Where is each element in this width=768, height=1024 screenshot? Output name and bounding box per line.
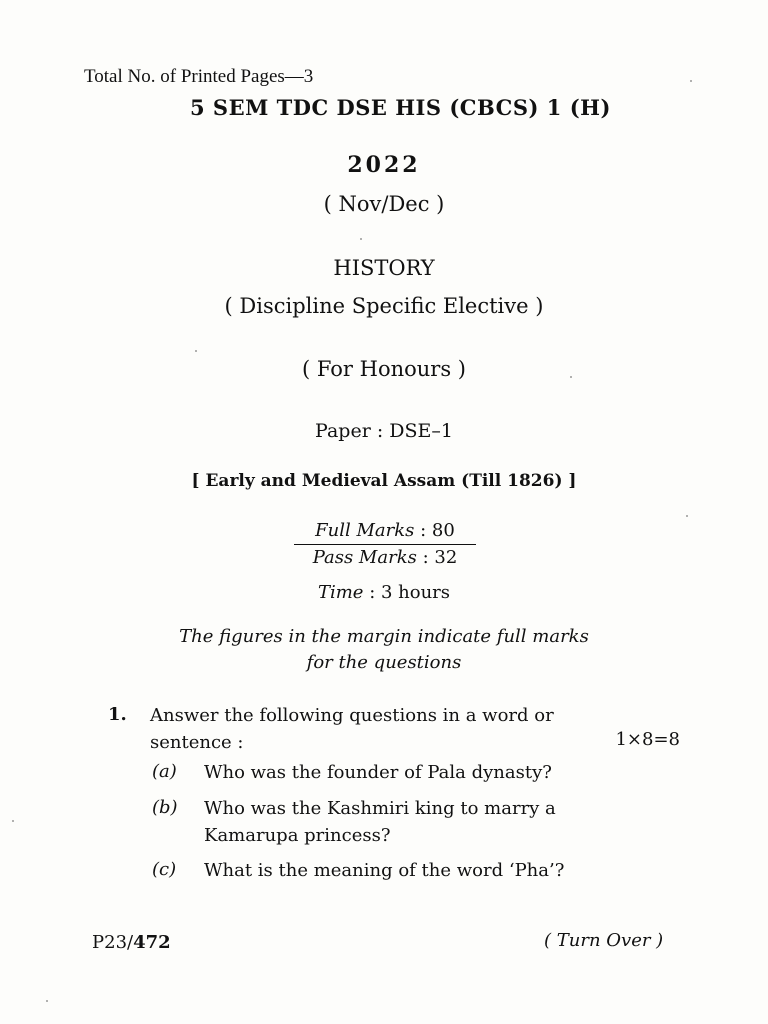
paper-title: [ Early and Medieval Assam (Till 1826) ] [191,471,577,491]
total-pages: Total No. of Printed Pages—3 [84,66,314,87]
sub-question-a-text [204,759,684,786]
full-marks-value: : 80 [420,520,455,541]
instruction-line-2: for the questions [306,652,462,673]
pass-marks-label: Pass Marks [312,547,417,568]
scan-speck [12,820,14,822]
exam-session: ( Nov/Dec ) [323,192,445,216]
scan-speck [690,80,692,82]
instruction [0,624,768,676]
instruction-line-1: The figures in the margin indicate full marks [179,626,589,647]
sub-question-a-line-1: Who was the founder of Pala dynasty? [204,762,552,783]
time-label: Time [317,582,364,603]
discipline-note: ( Discipline Specific Elective ) [224,294,544,318]
time-value: : 3 hours [369,582,451,603]
question-1-marks: 1×8=8 [615,729,680,750]
question-1-line-1: Answer the following questions in a word or [150,705,554,726]
time-allowed [0,582,768,603]
footer-paper-code [92,932,171,953]
sub-question-a-label: (a) [152,761,177,782]
pass-marks [290,545,480,571]
question-1-number: 1. [108,704,127,725]
question-1-text [150,702,690,756]
scan-speck [360,238,362,240]
turn-over-note: ( Turn Over ) [544,930,664,951]
footer-code-prefix: P23/ [92,932,134,953]
sub-question-c-line-1: What is the meaning of the word ‘Pha’? [204,860,565,881]
scan-speck [570,376,572,378]
exam-year: 2022 [347,152,421,178]
honours-note: ( For Honours ) [302,357,466,381]
subject-title: HISTORY [333,256,435,280]
sub-question-c-label: (c) [152,859,177,880]
scan-speck [46,1000,48,1002]
footer-code-number: 472 [133,932,171,953]
sub-question-b-line-2: Kamarupa princess? [204,825,391,846]
course-code: 5 SEM TDC DSE HIS (CBCS) 1 (H) [190,95,611,120]
pass-marks-value: : 32 [422,547,458,568]
question-1-line-2: sentence : [150,732,244,753]
full-marks [290,518,480,544]
sub-question-b-line-1: Who was the Kashmiri king to marry a [204,798,556,819]
sub-question-c-text [204,857,684,884]
sub-question-b-label: (b) [152,797,178,818]
marks-block [290,518,480,571]
scan-speck [686,515,688,517]
sub-question-b-text [204,795,684,849]
full-marks-label: Full Marks [315,520,415,541]
paper-code: Paper : DSE–1 [315,420,453,442]
scan-speck [195,350,197,352]
